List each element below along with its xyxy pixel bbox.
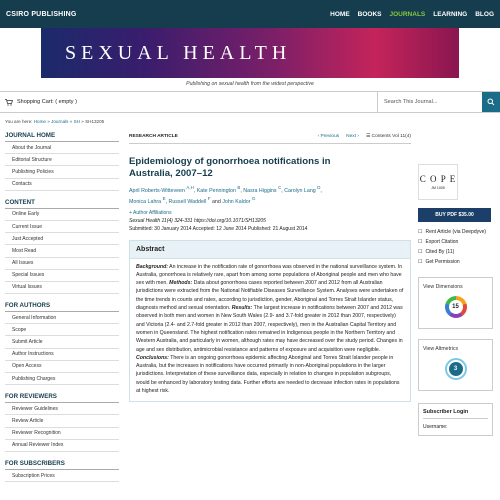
next-label: Next — [346, 134, 357, 139]
sidebar-item-reviewer-index[interactable]: Annual Reviewer Index — [5, 440, 119, 452]
sidebar-item-special-issues[interactable]: Special Issues — [5, 270, 119, 282]
author-affil-sup: E — [162, 195, 166, 201]
cited-icon: ☐ — [418, 249, 423, 255]
author-affil-sup: A,H — [186, 185, 194, 190]
sidebar-item-current-issue[interactable]: Current Issue — [5, 221, 119, 233]
author-name: Carolyn Lang — [284, 187, 316, 194]
sidebar-item-most-read[interactable]: Most Read — [5, 245, 119, 257]
article-citation: Sexual Health 11(4) 324-331 https://doi.org/10.1071/SH13205 — [129, 217, 266, 224]
dimensions-count: 15 — [449, 300, 463, 314]
cope-subtitle: JM 1005 — [431, 186, 445, 190]
author-name: Monica Lahra — [129, 198, 162, 205]
section-content[interactable]: CONTENT — [5, 199, 119, 209]
top-nav — [330, 11, 494, 18]
abstract-background: An increase in the notification rate of gonorrhoea was observed in the national surveillance system. In Australia, gonorrhoea is relatively rare, apart from among some populations of Aboriginal people and men who have sex with men. — [136, 263, 403, 287]
cited-by-label: Cited By (11) — [425, 249, 455, 255]
subscriber-login-panel — [418, 403, 493, 436]
author-name: Kate Pennington — [196, 187, 236, 194]
sidebar-item-online-early[interactable]: Online Early — [5, 209, 119, 221]
search-input[interactable]: Search This Journal... — [384, 99, 438, 105]
section-for-reviewers[interactable]: FOR REVIEWERS — [5, 393, 119, 403]
author-affil-sup: F — [207, 195, 211, 201]
sidebar-item-publishing-charges[interactable]: Publishing Charges — [5, 373, 119, 385]
contents-label: Contents Vol 11(4) — [371, 134, 411, 139]
search-icon — [487, 98, 495, 106]
abstract-text — [130, 259, 410, 402]
abstract-panel — [129, 240, 411, 403]
altmetric-badge-icon — [445, 358, 467, 380]
sidebar-item-open-access[interactable]: Open Access — [5, 361, 119, 373]
sidebar-item-policies[interactable]: Publishing Policies — [5, 166, 119, 178]
author-link[interactable] — [168, 195, 211, 205]
author-affil-sup: B — [237, 185, 241, 190]
journal-banner — [41, 28, 459, 78]
permission-icon: ☐ — [418, 259, 423, 265]
altmetrics-panel[interactable] — [418, 339, 493, 391]
left-sidebar — [0, 132, 119, 482]
author-link[interactable] — [196, 185, 241, 194]
export-icon: ☐ — [418, 239, 423, 245]
nav-learning[interactable]: LEARNING — [433, 10, 468, 18]
cope-title: C O P E — [419, 174, 457, 184]
breadcrumb-sh[interactable]: SH — [73, 119, 80, 124]
get-permission-link[interactable] — [418, 257, 500, 267]
section-for-authors[interactable]: FOR AUTHORS — [5, 302, 119, 312]
previous-link[interactable]: ‹ Previous — [317, 134, 340, 139]
altmetric-score: 3 — [449, 362, 463, 376]
author-link[interactable] — [129, 195, 166, 205]
author-name: Nasra Higgins — [243, 187, 277, 194]
previous-label: Previous — [320, 134, 340, 139]
cited-by-link[interactable] — [418, 247, 500, 257]
rent-article-link[interactable] — [418, 227, 500, 237]
section-for-subscribers[interactable]: FOR SUBSCRIBERS — [5, 460, 119, 470]
export-citation-link[interactable] — [418, 237, 500, 247]
sidebar-item-subscription-prices[interactable]: Subscription Prices — [5, 470, 119, 482]
author-affil-sup: C — [278, 185, 282, 190]
sidebar-item-about[interactable]: About the Journal — [5, 142, 119, 154]
cart-label: Shopping Cart: ( empty ) — [17, 99, 77, 105]
abstract-methods: Data about gonorrhoea cases reported between 2007 and 2012 from all Australian jurisdictions were extracted from the National Notifiable Diseases Surveillance System. Analyses were undertaken of the time trends in counts and rates, according to jurisdiction, gender, Aboriginal and Torres Strait Islander status, diagnosis method and sexual orientation. — [136, 280, 404, 312]
article-header-bar — [129, 134, 411, 144]
nav-books[interactable]: BOOKS — [357, 10, 382, 18]
username-label: Username: — [423, 424, 448, 430]
get-permission-label: Get Permission — [425, 259, 460, 265]
search-button[interactable] — [482, 92, 500, 112]
author-list: April Roberts-Witteveen $^{A,H}$, Kate Pennington $^B$, Nasra Higgins $^C$, Carolyn Lang $^D$, Monica Lahra $^E$, Russell Waddell $^F$ and John Kaldor $^G$ — [129, 185, 322, 205]
right-sidebar — [418, 132, 500, 436]
breadcrumb-prefix: You are here: — [5, 119, 33, 124]
abstract-heading: Abstract — [130, 241, 410, 259]
rent-article-label: Rent Article (via Deepdyve) — [425, 229, 487, 235]
buy-pdf-button[interactable]: BUY PDF $35.00 — [418, 208, 491, 222]
author-affil-sup: G — [252, 195, 256, 201]
top-bar — [0, 0, 500, 28]
sidebar-item-author-instructions[interactable]: Author Instructions — [5, 349, 119, 361]
author-name: John Kaldor — [222, 198, 251, 205]
author-link[interactable] — [222, 195, 256, 205]
sidebar-item-virtual-issues[interactable]: Virtual Issues — [5, 282, 119, 294]
nav-journals[interactable]: JOURNALS — [389, 10, 426, 18]
search-bar-row — [0, 91, 500, 113]
journal-title: SEXUAL HEALTH — [65, 41, 292, 64]
abstract-results-label: Results: — [231, 305, 253, 312]
abstract-methods-label: Methods: — [169, 280, 193, 287]
author-affiliations-toggle[interactable]: + Author Affiliations — [129, 209, 172, 216]
alert-icon: ☐ — [418, 229, 423, 235]
author-name: April Roberts-Witteveen — [129, 187, 185, 194]
sidebar-item-scope[interactable]: Scope — [5, 324, 119, 336]
journal-tagline: Publishing on sexual health from the widest perspective — [186, 81, 314, 87]
breadcrumb-journals[interactable]: Journals — [51, 119, 69, 124]
dimensions-panel[interactable] — [418, 277, 493, 329]
contents-link[interactable]: ☰ Contents Vol 11(4) — [365, 134, 411, 139]
brand-logo[interactable]: CSIRO PUBLISHING — [6, 10, 77, 18]
sidebar-item-all-issues[interactable]: All Issues — [5, 258, 119, 270]
sidebar-item-reviewer-recognition[interactable]: Reviewer Recognition — [5, 428, 119, 440]
article-tools — [418, 227, 500, 267]
abstract-results: The largest increase in notifications between 2007 and 2012 was observed in both men and women in New South Wales (2.9- and 3.7-fold greater in 2012 than 2007, respectively) and Victoria (2.4- and 2.7-fold greater in 2012 than 2007, respectively), men in the Australian Capital Territory and women in Queensland. The highest notification rates remained in Indigenous people in the Northern Territory and Western Australia, and particularly in women, although rates may have decreased over the study period. Changes in age and sex distribution, antimicrobial resistance and patterns of exposure and acquisition were negligible. — [136, 305, 403, 353]
author-name: Russell Waddell — [168, 198, 207, 205]
author-link[interactable] — [284, 185, 321, 194]
journal-search — [377, 92, 500, 112]
sidebar-item-editorial[interactable]: Editorial Structure — [5, 154, 119, 166]
author-link[interactable] — [243, 185, 282, 194]
breadcrumb-current: SH13205 — [85, 119, 105, 124]
sidebar-item-submit-article[interactable]: Submit Article — [5, 336, 119, 348]
article-main — [129, 132, 411, 402]
nav-blog[interactable]: BLOG — [475, 10, 494, 18]
shopping-cart[interactable] — [0, 99, 77, 106]
author-affil-sup: D — [317, 185, 321, 190]
sidebar-item-reviewer-guidelines[interactable]: Reviewer Guidelines — [5, 403, 119, 415]
sidebar-item-contacts[interactable]: Contacts — [5, 179, 119, 191]
article-dates: Submitted: 30 January 2014 Accepted: 12 June 2014 Published: 21 August 2014 — [129, 225, 308, 232]
nav-home[interactable]: HOME — [330, 10, 350, 18]
breadcrumb: You are here: Home » Journals » SH » SH13205 — [5, 119, 105, 124]
sidebar-item-general-info[interactable]: General Information — [5, 312, 119, 324]
author-link[interactable] — [129, 185, 194, 194]
article-title: Epidemiology of gonorrhoea notifications in Australia, 2007–12 — [129, 156, 331, 179]
subscriber-login-title: Subscriber Login — [423, 409, 488, 419]
abstract-conclusions-label: Conclusions: — [136, 354, 169, 361]
sidebar-item-review-article[interactable]: Review Article — [5, 415, 119, 427]
section-journal-home[interactable]: JOURNAL HOME — [5, 132, 119, 142]
abstract-conclusions: There is an ongoing gonorrhoea epidemic affecting Aboriginal and Torres Strait Islander people in Australia, but the increases in notifications have occurred primarily in non-Aboriginal populations in the larger jurisdictions. Interpretation of these surveillance data, especially in relation to changes in population subgroups, would be enhanced by laboratory testing data. Further efforts are needed to decrease infection rates in populations at highest risk. — [136, 354, 400, 394]
sidebar-item-just-accepted[interactable]: Just Accepted — [5, 233, 119, 245]
article-type-label: RESEARCH ARTICLE — [129, 134, 178, 139]
breadcrumb-home[interactable]: Home — [33, 119, 46, 124]
cope-logo[interactable] — [418, 164, 458, 200]
altmetrics-label: View Altmetrics — [423, 346, 459, 352]
next-link[interactable]: Next › — [346, 134, 359, 139]
cart-icon — [5, 99, 13, 106]
abstract-background-label: Background: — [136, 263, 168, 270]
dimensions-label: View Dimensions — [423, 284, 463, 290]
dimensions-badge-icon — [445, 296, 467, 318]
export-citation-label: Export Citation — [425, 239, 459, 245]
